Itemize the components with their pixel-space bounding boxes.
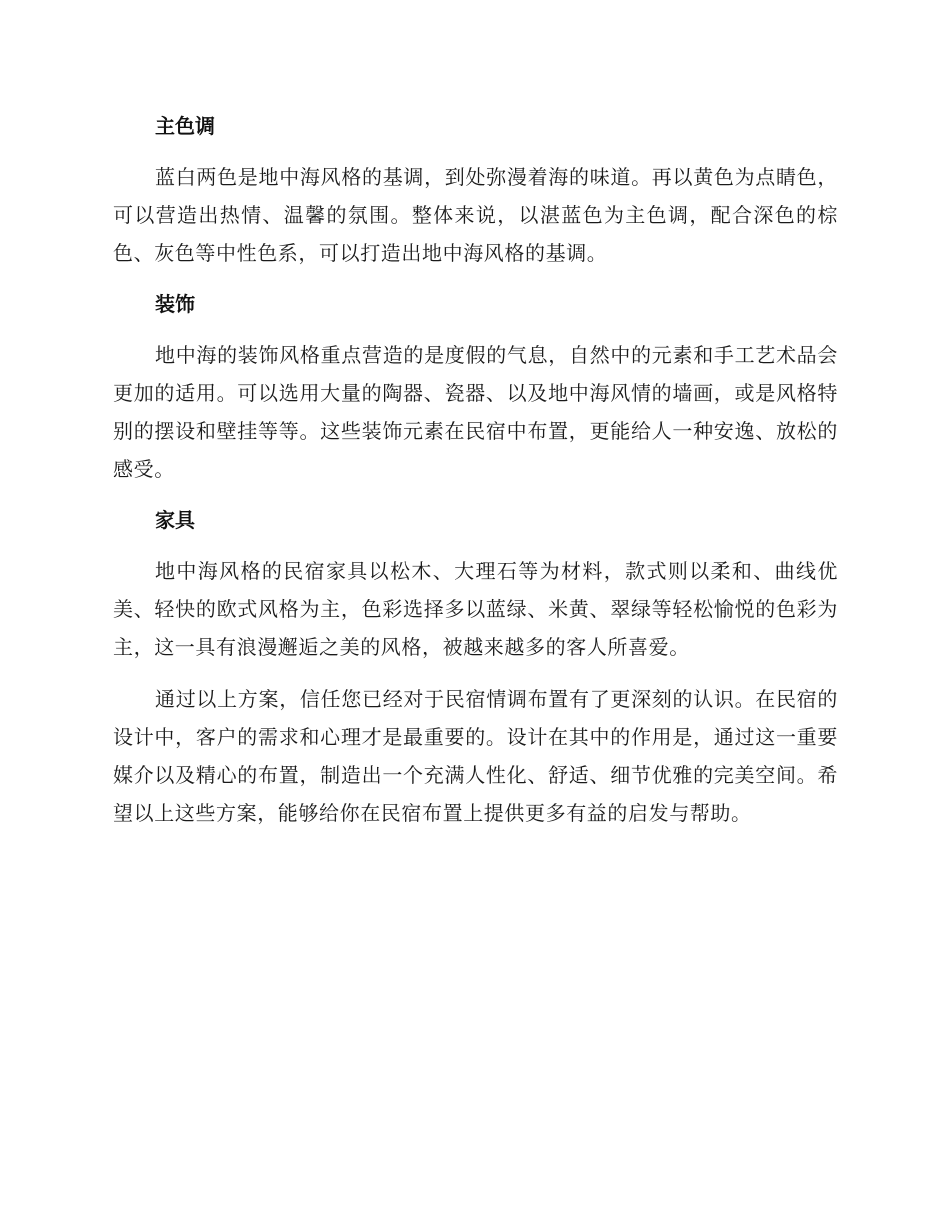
section-paragraph-furniture: 地中海风格的民宿家具以松木、大理石等为材料，款式则以柔和、曲线优美、轻快的欧式风格为主，色彩选择多以蓝绿、米黄、翠绿等轻松愉悦的色彩为主，这一具有浪漫邂逅之美的风格，被越来越多的客人所喜爱。 [113, 559, 838, 659]
conclusion-paragraph: 通过以上方案，信任您已经对于民宿情调布置有了更深刻的认识。在民宿的设计中，客户的需求和心理才是最重要的。设计在其中的作用是，通过这一重要媒介以及精心的布置，制造出一个充满人性化、舒适、细节优雅的完美空间。希望以上这些方案，能够给你在民宿布置上提供更多有益的启发与帮助。 [113, 687, 838, 825]
section-heading-furniture: 家具 [155, 508, 195, 532]
section-paragraph-decoration: 地中海的装饰风格重点营造的是度假的气息，自然中的元素和手工艺术品会更加的适用。可以选用大量的陶器、瓷器、以及地中海风情的墙画，或是风格特别的摆设和壁挂等等。这些装饰元素在民宿中布置，更能给人一种安逸、放松的感受。 [113, 343, 838, 481]
document-body [113, 108, 838, 846]
section-heading-main-color: 主色调 [155, 114, 215, 138]
section-paragraph-main-color: 蓝白两色是地中海风格的基调，到处弥漫着海的味道。再以黄色为点睛色，可以营造出热情、温馨的氛围。整体来说，以湛蓝色为主色调，配合深色的棕色、灰色等中性色系，可以打造出地中海风格的基调。 [113, 165, 838, 265]
section-heading-decoration: 装饰 [155, 292, 195, 316]
